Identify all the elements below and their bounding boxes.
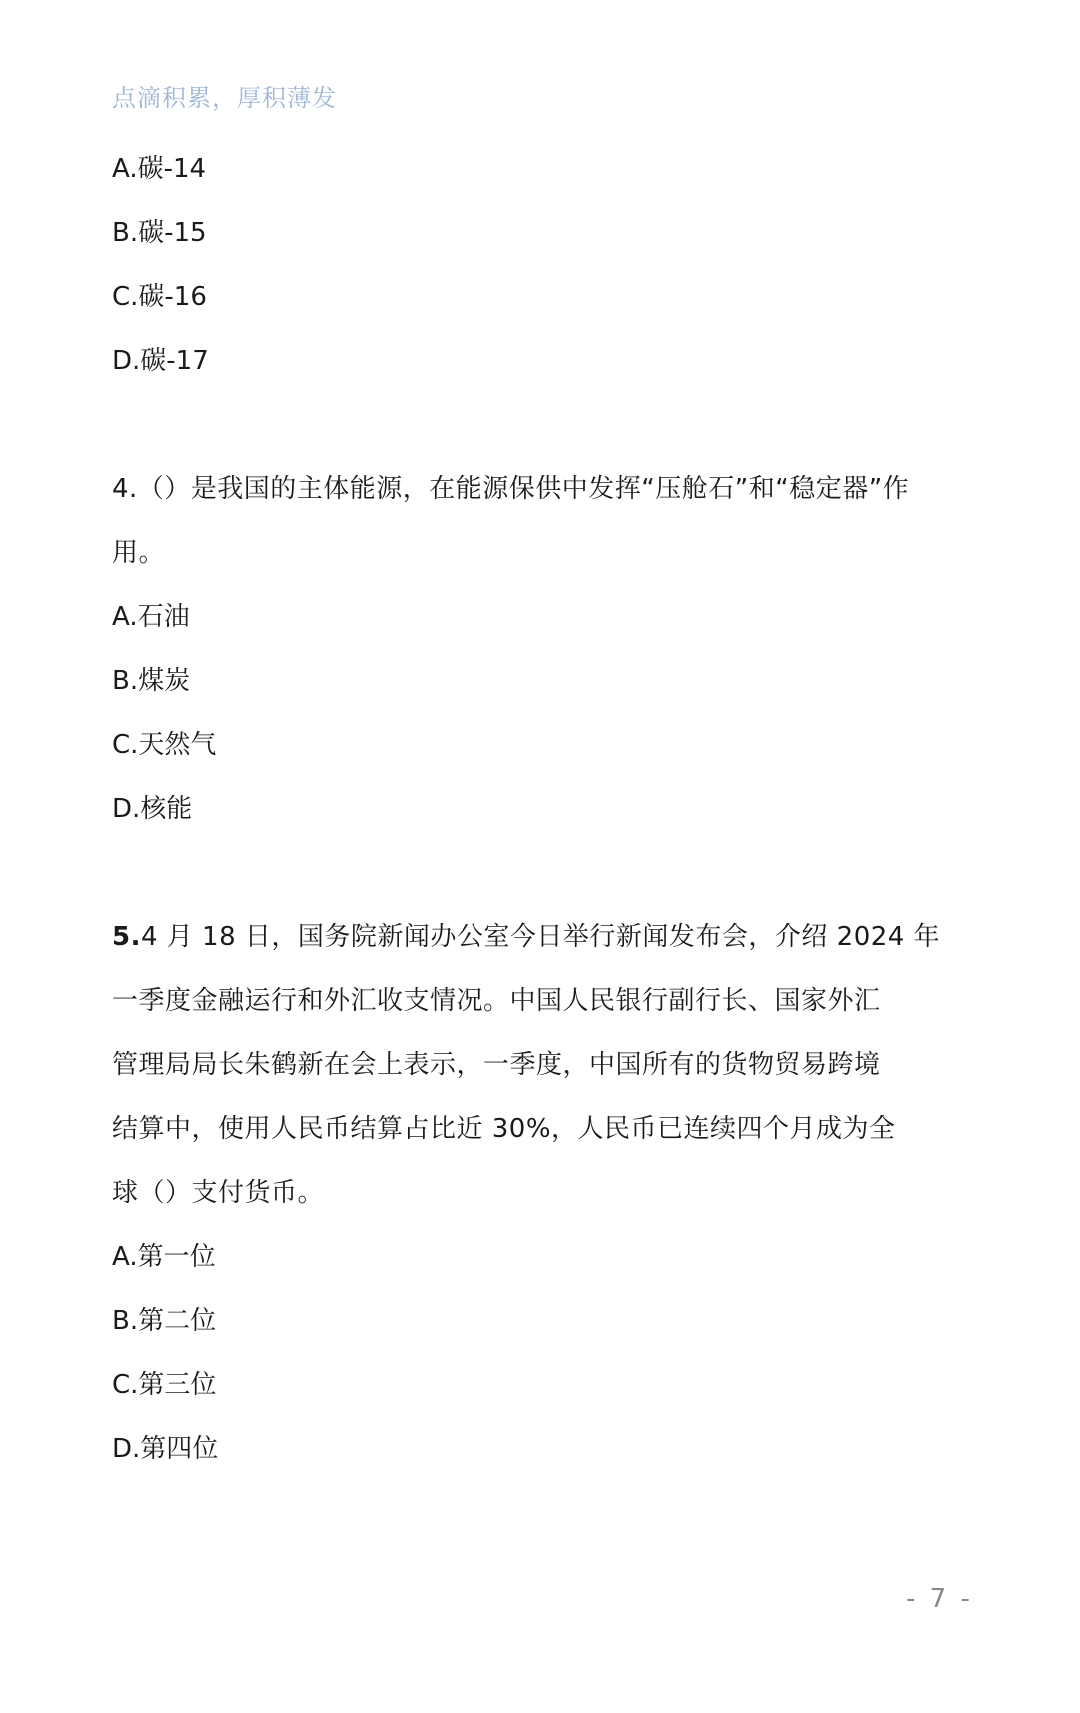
page-number: - 7 - [906, 1584, 973, 1614]
q3-option-c: C.碳-16 [112, 282, 207, 312]
q4-option-b: B.煤炭 [112, 666, 191, 696]
q5-option-d: D.第四位 [112, 1434, 219, 1464]
q3-option-a: A.碳-14 [112, 154, 207, 184]
q5-stem-line-2: 一季度金融运行和外汇收支情况。中国人民银行副行长、国家外汇 [112, 986, 881, 1016]
q5-stem-line-1 [112, 920, 940, 954]
header-motto: 点滴积累，厚积薄发 [112, 84, 337, 112]
q4-option-d: D.核能 [112, 794, 193, 824]
q4-stem-line-1: 4.（）是我国的主体能源，在能源保供中发挥“压舱石”和“稳定器”作 [112, 474, 910, 504]
q4-option-a: A.石油 [112, 602, 190, 632]
q5-option-c: C.第三位 [112, 1370, 217, 1400]
q5-option-b: B.第二位 [112, 1306, 217, 1336]
q5-stem-line-4: 结算中，使用人民币结算占比近 30%，人民币已连续四个月成为全 [112, 1114, 896, 1144]
q5-stem-line-5: 球（）支付货币。 [112, 1178, 325, 1208]
q4-option-c: C.天然气 [112, 730, 217, 760]
q5-number: 5. [112, 922, 141, 952]
q3-option-d: D.碳-17 [112, 346, 209, 376]
q4-stem-line-2: 用。 [112, 538, 166, 568]
q5-stem-line-3: 管理局局长朱鹤新在会上表示，一季度，中国所有的货物贸易跨境 [112, 1050, 881, 1080]
q5-option-a: A.第一位 [112, 1242, 216, 1272]
q5-stem-text-1: 4 月 18 日，国务院新闻办公室今日举行新闻发布会，介绍 2024 年 [140, 922, 941, 952]
q3-option-b: B.碳-15 [112, 218, 207, 248]
